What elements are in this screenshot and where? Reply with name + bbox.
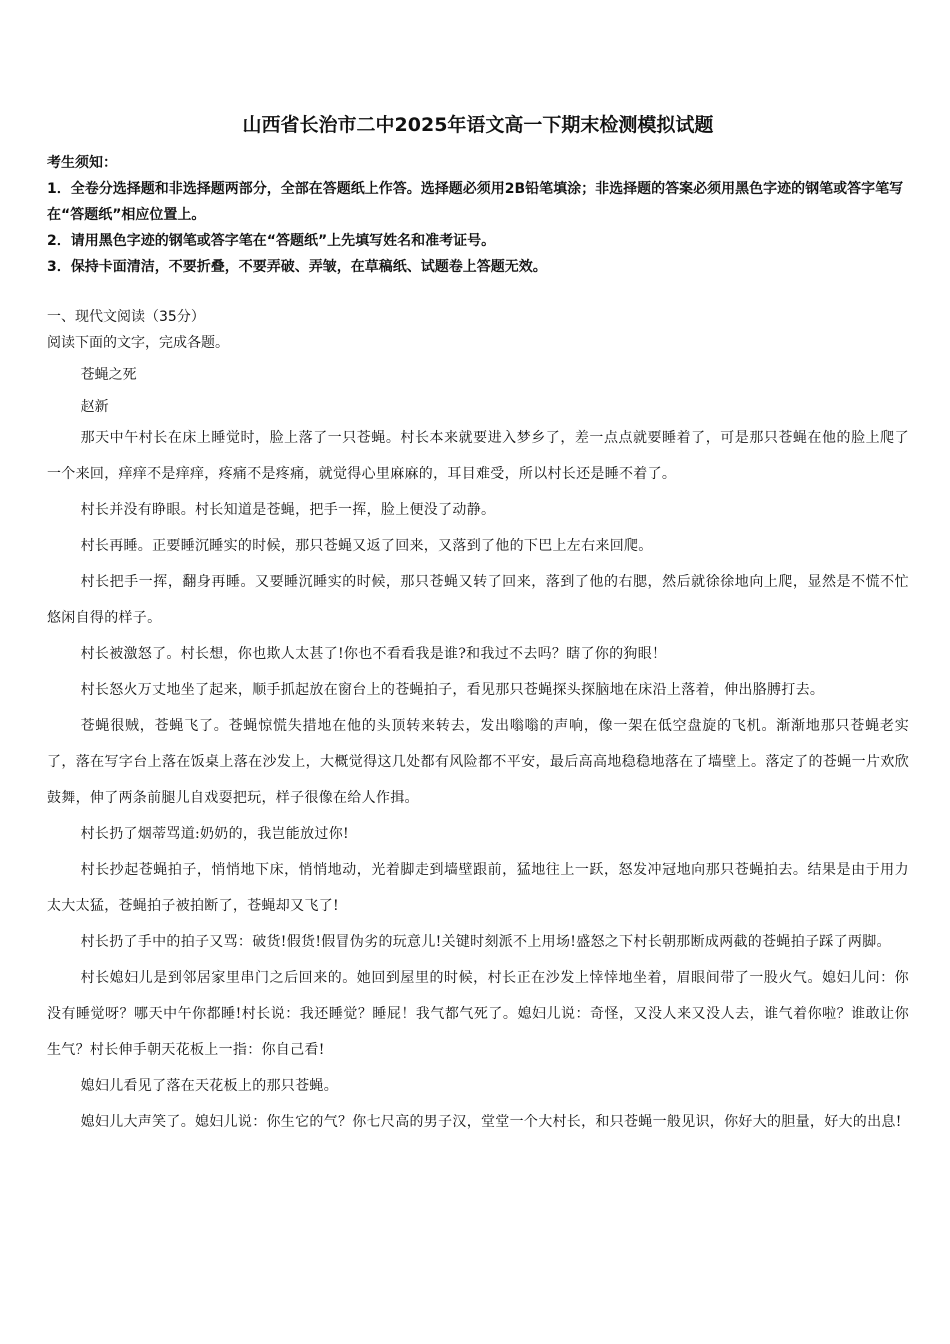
passage-paragraph: 媳妇儿看见了落在天花板上的那只苍蝇。: [80, 1078, 338, 1094]
passage-author: 赵新: [80, 399, 109, 415]
passage-paragraph: 村长被激怒了。村长想，你也欺人太甚了!你也不看看我是谁?和我过不去吗？瞎了你的狗眼！: [80, 646, 667, 662]
passage-paragraph: 村长媳妇儿是到邻居家里串门之后回来的。她回到屋里的时候，村长正在沙发上悻悻地坐着，眉眼间带了一股火气。媳妇儿问：你没有睡觉呀？哪天中午你都睡!村长说：我还睡觉？睡屁！我气都气死了。媳妇儿说：奇怪，又没人来又没人去，谁气着你啦？谁敢让你生气？村长伸手朝天花板上一指：你自己看!: [47, 970, 909, 1058]
passage-paragraph: 那天中午村长在床上睡觉时，脸上落了一只苍蝇。村长本来就要进入梦乡了，差一点点就要睡着了，可是那只苍蝇在他的脸上爬了一个来回，痒痒不是痒痒，疼痛不是疼痛，就觉得心里麻麻的，耳目难受，所以村长还是睡不着了。: [47, 430, 909, 482]
passage-paragraph: 村长把手一挥，翻身再睡。又要睡沉睡实的时候，那只苍蝇又转了回来，落到了他的右腮，然后就徐徐地向上爬，显然是不慌不忙悠闲自得的样子。: [47, 574, 909, 626]
passage-paragraph: 村长并没有睁眼。村长知道是苍蝇，把手一挥，脸上便没了动静。: [80, 502, 496, 518]
passage-title: 苍蝇之死: [80, 367, 137, 383]
passage-paragraph: 村长扔了烟蒂骂道:奶奶的，我岂能放过你!: [80, 826, 349, 842]
passage-paragraph: 村长再睡。正要睡沉睡实的时候，那只苍蝇又返了回来，又落到了他的下巴上左右来回爬。: [80, 538, 653, 554]
passage-paragraph: 媳妇儿大声笑了。媳妇儿说：你生它的气？你七尺高的男子汉，堂堂一个大村长，和只苍蝇一般见识，你好大的胆量，好大的出息!: [80, 1114, 902, 1130]
passage-paragraph: 村长怒火万丈地坐了起来，顺手抓起放在窗台上的苍蝇拍子，看见那只苍蝇探头探脑地在床沿上落着，伸出胳膊打去。: [80, 682, 825, 698]
notice-heading: 考生须知：: [47, 155, 117, 171]
candidate-notice: [47, 150, 909, 280]
passage-paragraph: 村长抄起苍蝇拍子，悄悄地下床，悄悄地动，光着脚走到墙壁跟前，猛地往上一跃，怒发冲冠地向那只苍蝇拍去。结果是由于用力太大太猛，苍蝇拍子被拍断了，苍蝇却又飞了!: [47, 862, 909, 914]
passage-paragraph: 村长扔了手中的拍子又骂：破货!假货!假冒伪劣的玩意儿!关键时刻派不上用场!盛怒之下村长朝那断成两截的苍蝇拍子踩了两脚。: [80, 934, 891, 950]
document-title: 山西省长治市二中2025年语文高一下期末检测模拟试题: [242, 114, 714, 136]
notice-item: 1．全卷分选择题和非选择题两部分，全部在答题纸上作答。选择题必须用2B铅笔填涂；非选择题的答案必须用黑色字迹的钢笔或答字笔写在“答题纸”相应位置上。: [47, 181, 904, 223]
passage-body: [47, 420, 909, 1140]
notice-item: 2．请用黑色字迹的钢笔或答字笔在“答题纸”上先填写姓名和准考证号。: [47, 233, 496, 249]
section-heading: 一、现代文阅读（35分）: [47, 309, 205, 325]
exam-page: [47, 110, 909, 1140]
passage-paragraph: 苍蝇很贼，苍蝇飞了。苍蝇惊慌失措地在他的头顶转来转去，发出嗡嗡的声响，像一架在低空盘旋的飞机。渐渐地那只苍蝇老实了，落在写字台上落在饭桌上落在沙发上，大概觉得这几处都有风险都不平安，最后高高地稳稳地落在了墙壁上。落定了的苍蝇一片欢欣鼓舞，伸了两条前腿儿自戏耍把玩，样子很像在给人作揖。: [47, 718, 909, 806]
section-instruction: 阅读下面的文字，完成各题。: [47, 335, 229, 351]
notice-item: 3．保持卡面清洁，不要折叠，不要弄破、弄皱，在草稿纸、试题卷上答题无效。: [47, 259, 547, 275]
